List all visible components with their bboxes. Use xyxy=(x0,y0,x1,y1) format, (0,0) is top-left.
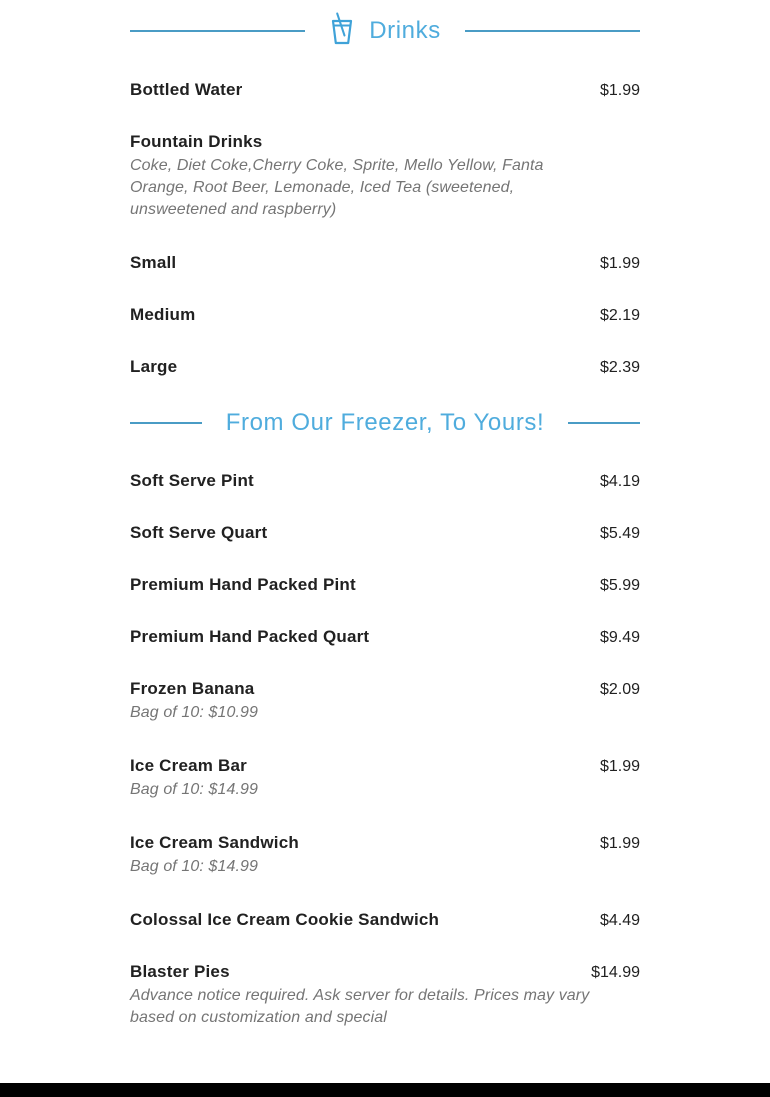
section-header-center xyxy=(226,409,545,437)
item-price: $4.49 xyxy=(599,912,640,929)
menu-item xyxy=(130,627,640,647)
header-line-left xyxy=(130,30,305,32)
item-row xyxy=(130,679,640,699)
item-row xyxy=(130,80,640,100)
menu-item xyxy=(130,80,640,100)
item-list xyxy=(130,80,640,377)
menu-item xyxy=(130,679,640,724)
menu-item xyxy=(130,253,640,273)
header-line-right xyxy=(568,422,640,424)
menu-item xyxy=(130,305,640,325)
item-row xyxy=(130,253,640,273)
item-name: Soft Serve Quart xyxy=(130,523,268,542)
section-header xyxy=(130,409,640,437)
menu-item xyxy=(130,132,640,221)
menu xyxy=(0,16,770,1029)
item-name: Frozen Banana xyxy=(130,679,255,698)
item-description: Bag of 10: $14.99 xyxy=(130,858,259,875)
item-name: Blaster Pies xyxy=(130,962,230,981)
item-description: Bag of 10: $14.99 xyxy=(130,781,259,798)
item-price: $1.99 xyxy=(599,835,640,852)
item-row xyxy=(130,357,640,377)
item-row xyxy=(130,471,640,491)
menu-item xyxy=(130,910,640,930)
item-row xyxy=(130,756,640,776)
menu-item xyxy=(130,523,640,543)
item-description: Coke, Diet Coke,Cherry Coke, Sprite, Mello Yellow, Fanta Orange, Root Beer, Lemonade, Iced Tea (sweetened, unsweetened and raspberry) xyxy=(130,157,544,218)
item-row xyxy=(130,627,640,647)
section-header xyxy=(130,16,640,46)
item-name: Premium Hand Packed Pint xyxy=(130,575,356,594)
menu-item xyxy=(130,357,640,377)
item-price: $5.49 xyxy=(599,525,640,542)
item-price: $4.19 xyxy=(599,473,640,490)
item-row xyxy=(130,305,640,325)
menu-item xyxy=(130,471,640,491)
menu-item xyxy=(130,756,640,801)
item-name: Premium Hand Packed Quart xyxy=(130,627,370,646)
drink-cup-icon xyxy=(329,12,355,46)
item-row xyxy=(130,523,640,543)
item-row xyxy=(130,962,640,982)
item-row xyxy=(130,575,640,595)
header-line-right xyxy=(465,30,640,32)
item-price: $1.99 xyxy=(599,758,640,775)
item-description: Bag of 10: $10.99 xyxy=(130,704,259,721)
item-price: $2.09 xyxy=(599,681,640,698)
item-name: Medium xyxy=(130,305,196,324)
header-line-left xyxy=(130,422,202,424)
bottom-bar xyxy=(0,1083,770,1097)
item-price: $1.99 xyxy=(599,82,640,99)
item-name: Ice Cream Sandwich xyxy=(130,833,299,852)
item-price: $2.19 xyxy=(599,307,640,324)
item-name: Large xyxy=(130,357,178,376)
menu-item xyxy=(130,962,640,1029)
item-price: $14.99 xyxy=(591,964,640,981)
item-list xyxy=(130,471,640,1029)
item-name: Colossal Ice Cream Cookie Sandwich xyxy=(130,910,440,929)
section-title: Drinks xyxy=(369,17,441,44)
menu-item xyxy=(130,575,640,595)
item-name: Small xyxy=(130,253,177,272)
menu-section xyxy=(130,16,640,377)
item-name: Ice Cream Bar xyxy=(130,756,247,775)
item-name: Soft Serve Pint xyxy=(130,471,254,490)
menu-section xyxy=(130,409,640,1029)
item-price: $9.49 xyxy=(599,629,640,646)
item-row xyxy=(130,132,640,152)
section-header-center xyxy=(329,16,441,46)
item-row xyxy=(130,910,640,930)
item-description: Advance notice required. Ask server for details. Prices may vary based on customization and special xyxy=(130,987,590,1026)
item-price: $1.99 xyxy=(599,255,640,272)
item-name: Bottled Water xyxy=(130,80,243,99)
section-title: From Our Freezer, To Yours! xyxy=(225,409,545,436)
item-row xyxy=(130,833,640,853)
item-name: Fountain Drinks xyxy=(130,132,263,151)
menu-item xyxy=(130,833,640,878)
item-price: $2.39 xyxy=(599,359,640,376)
item-price: $5.99 xyxy=(599,577,640,594)
